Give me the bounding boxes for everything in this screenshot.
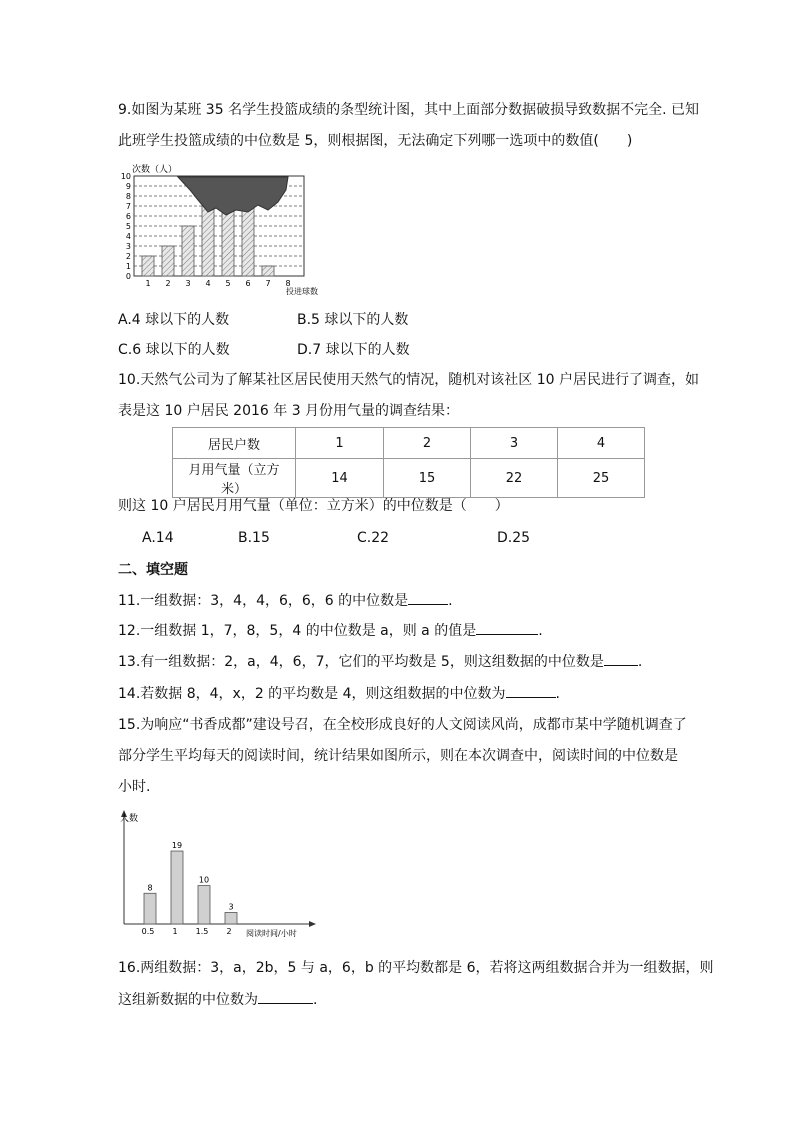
q10-option-d[interactable]: D.25 (497, 530, 531, 546)
table-cell: 3 (471, 428, 558, 459)
q9-option-d[interactable]: D.7 球以下的人数 (297, 342, 410, 358)
bar (142, 256, 154, 276)
table-cell: 22 (471, 459, 558, 498)
data-label: 8 (147, 883, 153, 893)
x-tick-label: 2 (226, 927, 232, 936)
x-tick-label: 8 (285, 279, 291, 288)
section-title: 二、填空题 (118, 562, 188, 578)
q16-text-line2: 这组新数据的中位数为 (118, 992, 258, 1008)
bar (242, 206, 254, 276)
x-tick-label: 3 (185, 279, 191, 288)
q9-option-a[interactable]: A.4 球以下的人数 (118, 312, 230, 328)
table-cell: 25 (558, 459, 645, 498)
q16 (118, 989, 317, 1010)
q16-answer-blank[interactable] (258, 989, 313, 1004)
chart2-y-title: 人数 (120, 814, 139, 824)
q11-answer-blank[interactable] (408, 590, 448, 605)
chart1-y-title: 次数（人） (132, 165, 178, 175)
q9-option-c[interactable]: C.6 球以下的人数 (118, 342, 230, 358)
q11-end: . (448, 593, 453, 609)
y-tick-label: 4 (125, 232, 131, 241)
y-tick-label: 8 (125, 192, 131, 201)
q15-text-line1: 15.为响应“书香成都”建设号召，在全校形成良好的人文阅读风尚，成都市某中学随机调查了 (118, 717, 687, 733)
bar (222, 206, 234, 276)
y-tick-label: 6 (125, 212, 131, 221)
basketball-bar-chart (118, 160, 318, 300)
x-tick-label: 7 (265, 279, 271, 288)
x-tick-label: 1 (145, 279, 151, 288)
y-tick-label: 9 (125, 182, 131, 191)
q11-text: 11.一组数据：3，4，4，6，6，6 的中位数是 (118, 593, 409, 609)
bar (182, 226, 194, 276)
y-tick-label: 1 (125, 262, 131, 271)
table-cell: 4 (558, 428, 645, 459)
x-tick-label: 4 (205, 279, 211, 288)
q16-end: . (313, 992, 318, 1008)
gas-usage-table (172, 427, 645, 498)
y-tick-label: 2 (125, 252, 131, 261)
data-label: 3 (228, 902, 234, 912)
q13 (118, 651, 642, 672)
q14 (118, 683, 560, 704)
table-cell: 15 (384, 459, 471, 498)
x-tick-label: 0.5 (141, 927, 155, 936)
q12-answer-blank[interactable] (476, 620, 538, 635)
table-cell: 14 (296, 459, 384, 498)
x-tick-label: 1 (172, 927, 178, 936)
x-tick-label: 6 (245, 279, 251, 288)
y-tick-label: 5 (125, 222, 131, 231)
bar (162, 246, 174, 276)
chart1-x-title: 投进球数 (286, 287, 318, 296)
x-tick-label: 5 (225, 279, 231, 288)
table-cell: 2 (384, 428, 471, 459)
q14-text: 14.若数据 8，4，x，2 的平均数是 4，则这组数据的中位数为 (118, 686, 506, 702)
q10-option-c[interactable]: C.22 (357, 530, 390, 546)
q16-text-line1: 16.两组数据：3，a，2b，5 与 a，6，b 的平均数都是 6，若将这两组数据合并为一组数据，则 (118, 960, 714, 976)
q12-end: . (538, 623, 543, 639)
x-tick-label: 2 (165, 279, 171, 288)
bar (225, 912, 237, 924)
q14-end: . (555, 686, 560, 702)
table-cell: 1 (296, 428, 384, 459)
y-tick-label: 7 (125, 202, 131, 211)
bar (144, 893, 156, 924)
q10-text-line2: 表是这 10 户居民 2016 年 3 月份用气量的调查结果： (118, 403, 460, 419)
data-label: 19 (171, 841, 183, 851)
q14-answer-blank[interactable] (506, 683, 556, 698)
q13-text: 13.有一组数据：2，a，4，6，7，它们的平均数是 5，则这组数据的中位数是 (118, 654, 604, 670)
table-row (173, 459, 645, 498)
q15-text-line3: 小时. (118, 779, 151, 795)
reading-time-bar-chart (118, 808, 318, 940)
y-tick-label: 3 (125, 242, 131, 251)
q13-end: . (637, 654, 643, 670)
table-header-usage: 月用气量（立方米） (173, 459, 296, 498)
q15-text-line2: 部分学生平均每天的阅读时间，统计结果如图所示，则在本次调查中，阅读时间的中位数是 (118, 748, 678, 764)
table-row (173, 428, 645, 459)
q11 (118, 590, 453, 611)
q9-option-b[interactable]: B.5 球以下的人数 (297, 312, 409, 328)
bar (198, 886, 210, 924)
q10-option-a[interactable]: A.14 (142, 530, 174, 546)
q12-text: 12.一组数据 1，7，8，5，4 的中位数是 a，则 a 的值是 (118, 623, 477, 639)
y-tick-label: 10 (120, 172, 131, 181)
q12 (118, 620, 543, 641)
q9-text-line2: 此班学生投篮成绩的中位数是 5，则根据图，无法确定下列哪一选项中的数值( ) (118, 133, 633, 149)
bar (202, 206, 214, 276)
bar (262, 266, 274, 276)
x-axis-arrow (309, 921, 316, 927)
bar (171, 851, 183, 924)
q10-question: 则这 10 户居民月用气量（单位：立方米）的中位数是（ ） (118, 498, 509, 514)
q13-answer-blank[interactable] (604, 651, 638, 666)
x-tick-label: 1.5 (195, 927, 209, 936)
chart2-x-title: 阅读时间/小时 (246, 929, 297, 938)
q10-option-b[interactable]: B.15 (238, 530, 270, 546)
table-header-households: 居民户数 (173, 428, 296, 459)
damaged-area (178, 177, 288, 215)
data-label: 10 (198, 875, 210, 885)
y-tick-label: 0 (125, 272, 131, 281)
q9-text-line1: 9.如图为某班 35 名学生投篮成绩的条型统计图，其中上面部分数据破损导致数据不完全. 已知 (118, 102, 699, 118)
q10-text-line1: 10.天然气公司为了解某社区居民使用天然气的情况，随机对该社区 10 户居民进行了调查，如 (118, 372, 699, 388)
